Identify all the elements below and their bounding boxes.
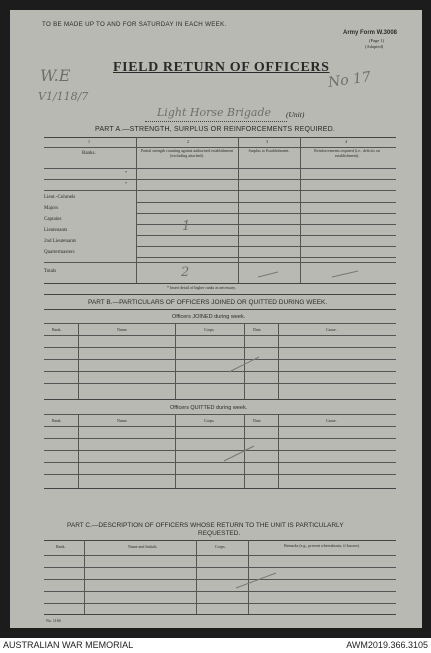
margin-note-top: W.E [40, 66, 71, 85]
form-sheet: TO BE MADE UP TO AND FOR SATURDAY IN EACH WEEK. Army Form W.3008 (Page 1) (Adapted) W.E V1/118/7 FIELD RETURN OF OFFICERS No 17 Light Horse Brigade (Unit) PART A.—STRENGTH, SURPLUS OR REINFORCEMENTS REQUIRED. 1 2 3 4 Ranks. Partial strength counting against authorised establishment (excluding attached). Surplus to Establishment. Reinforcements required (i.e., deficits on establishment). * * Lieut.-Colonels Majors Captains Lieutenants 2nd Lieutenants Quartermasters 1 Totals 2 * Insert detail of higher ranks as necessary. PART B.—PARTICULARS OF OFFICERS JOINED OR QUITTED DURING WEEK. Officers JOINED during week. Rank. Name. Corps. Date. Cause. Officers QUITTED during week. Rank. Name. Corps. Date. Cause. PART C.—DESCRIPTION OF OFFICERS WHOSE RETURN TO THE UNIT IS PARTICULARLY REQUESTED. Rank. Name and Initials. Corps. Remarks (e.g., present whereabouts, if known). No. 1166 [10, 10, 422, 628]
form-title: FIELD RETURN OF OFFICERS [113, 60, 330, 75]
rank-captains: Captains [44, 217, 62, 222]
part-c-col-rank: Rank. [56, 544, 66, 549]
quitted-title: Officers QUITTED during week. [170, 405, 248, 411]
col-head-ranks: Ranks. [82, 151, 96, 156]
return-number: No 17 [327, 69, 372, 91]
part-c-col-name: Name and Initials. [128, 544, 158, 549]
joined-strike [225, 354, 265, 376]
form-id: Army Form W.3008 [343, 30, 398, 36]
part-c-col-remarks: Remarks (e.g., present whereabouts, if known). [284, 543, 360, 548]
header-instruction: TO BE MADE UP TO AND FOR SATURDAY IN EACH WEEK. [42, 21, 227, 28]
rank-lieut-colonels: Lieut.-Colonels [44, 195, 76, 200]
lieutenants-strength: 1 [182, 219, 191, 234]
unit-field [145, 106, 287, 122]
archive-name: AUSTRALIAN WAR MEMORIAL [3, 640, 134, 650]
print-code: No. 1166 [46, 618, 61, 623]
quitted-col-cause: Cause. [326, 418, 337, 423]
rank-majors: Majors [44, 206, 59, 211]
quitted-col-date: Date. [253, 418, 262, 423]
col-num-4: 4 [345, 139, 347, 144]
rank-quartermasters: Quartermasters [44, 250, 75, 255]
joined-col-date: Date. [253, 327, 262, 332]
page-note: (Page 1) [369, 38, 385, 43]
margin-note-bottom: V1/118/7 [38, 90, 89, 103]
col-head-strength: Partial strength counting against authorised establishment (excluding attached). [140, 148, 234, 158]
part-c-heading-line2: REQUESTED. [198, 530, 241, 537]
joined-col-cause: Cause. [326, 327, 337, 332]
quitted-strike [220, 443, 260, 465]
part-a-top-rule [44, 137, 396, 138]
adapted-note: (Adapted) [365, 44, 384, 49]
totals-strength: 2 [181, 265, 190, 280]
part-a-footnote: * Insert detail of higher ranks as necessary. [167, 285, 236, 290]
rank-2nd-lieutenants: 2nd Lieutenants [44, 239, 77, 244]
part-a-heading: PART A.—STRENGTH, SURPLUS OR REINFORCEMENTS REQUIRED. [95, 126, 336, 133]
totals-dash-marks [250, 268, 390, 280]
part-c-strike [232, 570, 282, 592]
part-c-heading-line1: PART C.—DESCRIPTION OF OFFICERS WHOSE RETURN TO THE UNIT IS PARTICULARLY [67, 522, 344, 529]
joined-col-corps: Corps. [204, 327, 215, 332]
col-head-surplus: Surplus to Establishment. [248, 148, 290, 153]
quitted-col-name: Name. [117, 418, 128, 423]
joined-col-rank: Rank. [52, 327, 62, 332]
totals-label: Totals [44, 269, 57, 274]
col-num-3: 3 [266, 139, 268, 144]
unit-label: (Unit) [286, 110, 305, 119]
col-head-reinforcements: Reinforcements required (i.e., deficits on establishment). [314, 148, 380, 158]
unit-name: Light Horse Brigade [157, 106, 272, 119]
quitted-col-rank: Rank. [52, 418, 62, 423]
part-c-col-corps: Corps. [215, 544, 226, 549]
col-num-1: 1 [88, 139, 90, 144]
archive-reference: AWM2019.366.3105 [346, 640, 428, 650]
rank-lieutenants: Lieutenants [44, 228, 68, 233]
col-num-2: 2 [187, 139, 189, 144]
joined-title: Officers JOINED during week. [172, 314, 246, 320]
joined-col-name: Name. [117, 327, 128, 332]
archive-footer [0, 639, 431, 653]
quitted-col-corps: Corps. [204, 418, 215, 423]
part-b-heading: PART B.—PARTICULARS OF OFFICERS JOINED OR QUITTED DURING WEEK. [88, 299, 328, 306]
